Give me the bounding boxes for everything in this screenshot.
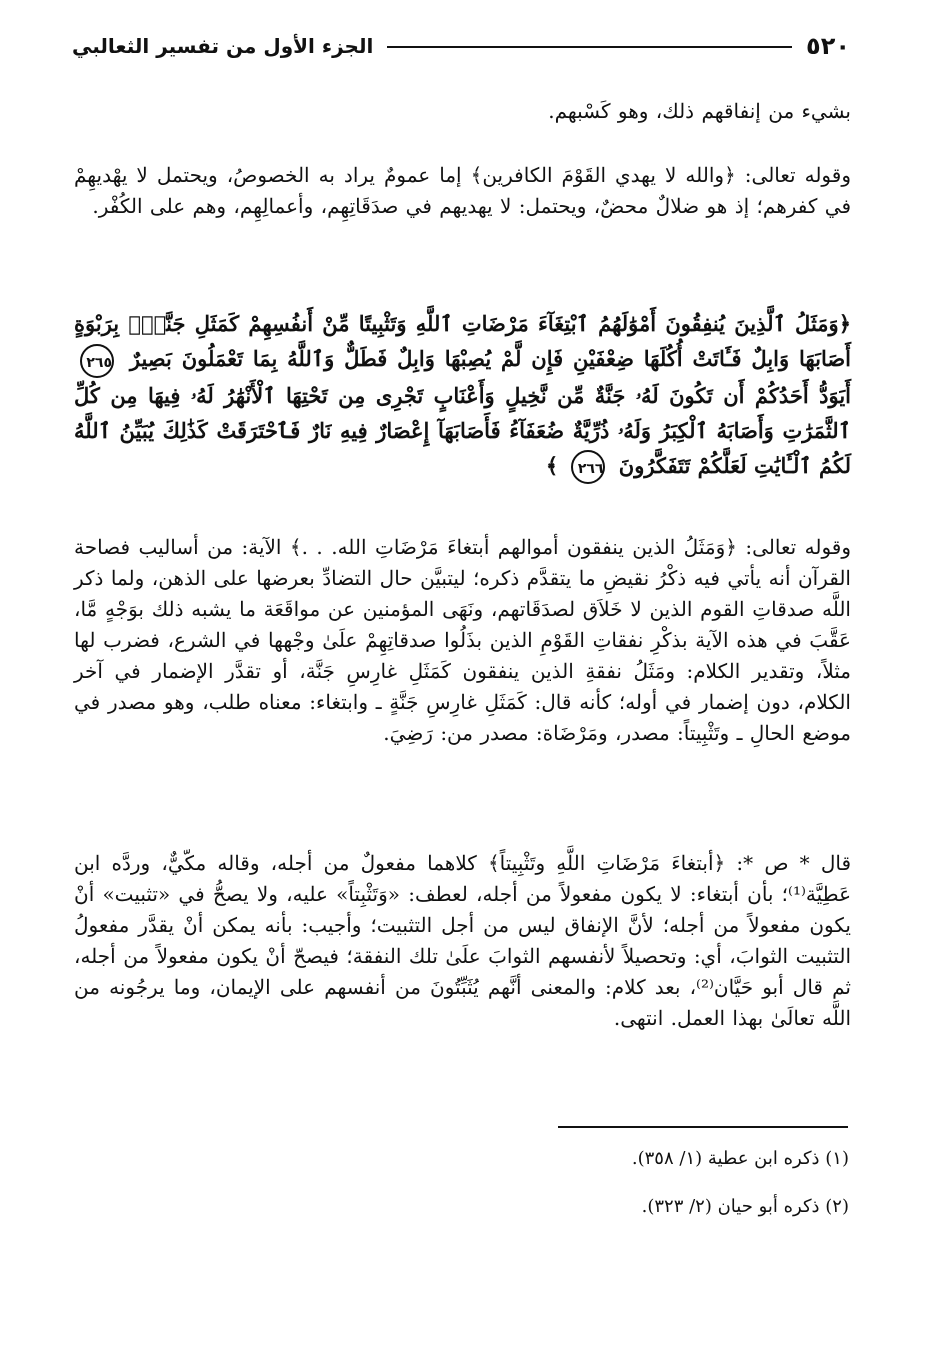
page-header <box>72 28 850 64</box>
footnote-1: (١) ذكره ابن عطية (١/ ٣٥٨). <box>631 1148 849 1169</box>
footnote-separator <box>558 1126 848 1128</box>
paragraph-1: بشيء من إنفاقهم ذلك، وهو كَسْبهم. <box>548 99 851 123</box>
header-rule <box>387 46 792 48</box>
quran-verse-265: ﴿وَمَثَلُ ٱلَّذِينَ يُنفِقُونَ أَمْوَٰلَهُمُ ٱبْتِغَآءَ مَرْضَاتِ ٱللَّهِ وَتَثْبِيتًا مِّنْ أَنفُسِهِمْ كَمَثَلِ جَنَّةٍۭ بِرَبْوَةٍ أَصَابَهَا وَابِلٌ فَـَٔاتَتْ أُكُلَهَا ضِعْفَيْنِ فَإِن لَّمْ يُصِبْهَا وَابِلٌ فَطَلٌّ وَٱللَّهُ بِمَا تَعْمَلُونَ بَصِيرٌ <box>74 311 852 371</box>
quran-close-bracket: ﴾ <box>545 452 559 478</box>
paragraph-3: وقوله تعالى: ﴿وَمَثَلُ الذين ينفقون أموالهم أبتغاءَ مَرْضَاتِ الله. . .﴾ الآية: من أساليب فصاحة القرآن أنه يأتي فيه ذكْرُ نقيضِ ما يتقدَّم ذكره؛ ليتبيَّن حال التضادِّ بعرضها على الذهن، ولما ذكر اللَّه صدقاتِ القوم الذين لا خَلاَق لصدَقَاتهم، ونَهَى المؤمنين عن مواقَعَة ما يشبه ذلك بوَجْهٍ مَّا، عَقَّبَ في هذه الآية بذكْرِ نفقاتِ القَوْمِ الذين بذَلُوا صدقاتِهِمْ علَىٰ وجْهها في الشرع، فضرب لها مثلاً، وتقدير الكلام: ومَثَلُ نفقةِ الذين ينفقون كَمَثَلِ غارِسِ جَنَّة، أو تقدَّر الإضمار في آخر الكلام، دون إضمار في أوله؛ كأنه قال: كَمَثَلِ غارِسِ جَنَّةٍ ـ وابتغاء: معناه طلب، وهو مصدر في موضع الحالِ ـ وتَثْبِيتاً: مصدر، ومَرْضَاة: مصدر من: رَضِيَ. <box>74 535 851 745</box>
paragraph-4: قال * ص *: ﴿أبتغاءَ مَرْضَاتِ اللَّهِ وتَثْبِيتاً﴾ كلاهما مفعولٌ من أجله، وقاله مكّيٌّ، وردَّه ابن عَطِيَّة⁽¹⁾؛ بأن أبتغاء: لا يكون مفعولاً من أجله، لعطف: «وَتَثْبِتاً» عليه، ولا يصحُّ في «تثبيت» أنْ يكون مفعولاً من أجله؛ لأنَّ الإنفاق ليس من أجل التثبيت؛ وأجيب: بأنه يمكن أنْ يقدَّر مفعولُ التثبيت الثوابَ، أي: وتحصيلاً لأنفسهم الثوابَ علَىٰ تلك النفقة؛ فيصحّ أنْ يكون مفعولاً من أجله، ثم قال أبو حَيَّان⁽²⁾، بعد كلام: والمعنى أنَّهم يُثَبِّتُونَ من أنفسهم على الإيمان، وما يرجُونه من اللَّه تعالَىٰ بهذا العمل. انتهى. <box>74 851 852 1030</box>
paragraph-2: وقوله تعالى: ﴿والله لا يهدي القَوْمَ الكافرين﴾ إما عمومٌ يراد به الخصوصُ، ويحتمل لا يهْديهِمْ في كفرهم؛ إذ هو ضلالٌ محضٌ، ويحتمل: لا يهديهم في صدَقَاتِهِم، وأعمالِهِم، وهم على الكُفْر. <box>74 163 851 218</box>
footnote-2: (٢) ذكره أبو حيان (٢/ ٣٢٣). <box>641 1196 849 1217</box>
running-title: الجزء الأول من تفسير الثعالبي <box>72 34 374 58</box>
page-number: ٥٢٠ <box>806 32 850 60</box>
quran-verse-266: أَيَوَدُّ أَحَدُكُمْ أَن تَكُونَ لَهُۥ جَنَّةٌ مِّن نَّخِيلٍ وَأَعْنَابٍ تَجْرِى مِن تَحْتِهَا ٱلْأَنْهَٰرُ لَهُۥ فِيهَا مِن كُلِّ ٱلثَّمَرَٰتِ وَأَصَابَهُ ٱلْكِبَرُ وَلَهُۥ ذُرِّيَّةٌ ضُعَفَآءُ فَأَصَابَهَآ إِعْصَارٌ فِيهِ نَارٌ فَٱحْتَرَقَتْ كَذَٰلِكَ يُبَيِّنُ ٱللَّهُ لَكُمُ ٱلْـَٔايَٰتِ لَعَلَّكُمْ تَتَفَكَّرُونَ <box>74 382 851 478</box>
ayah-number-266-icon: ٢٦٦ <box>571 450 605 484</box>
quran-verse-block <box>74 306 851 484</box>
ayah-number-265-icon: ٢٦٥ <box>80 344 114 378</box>
